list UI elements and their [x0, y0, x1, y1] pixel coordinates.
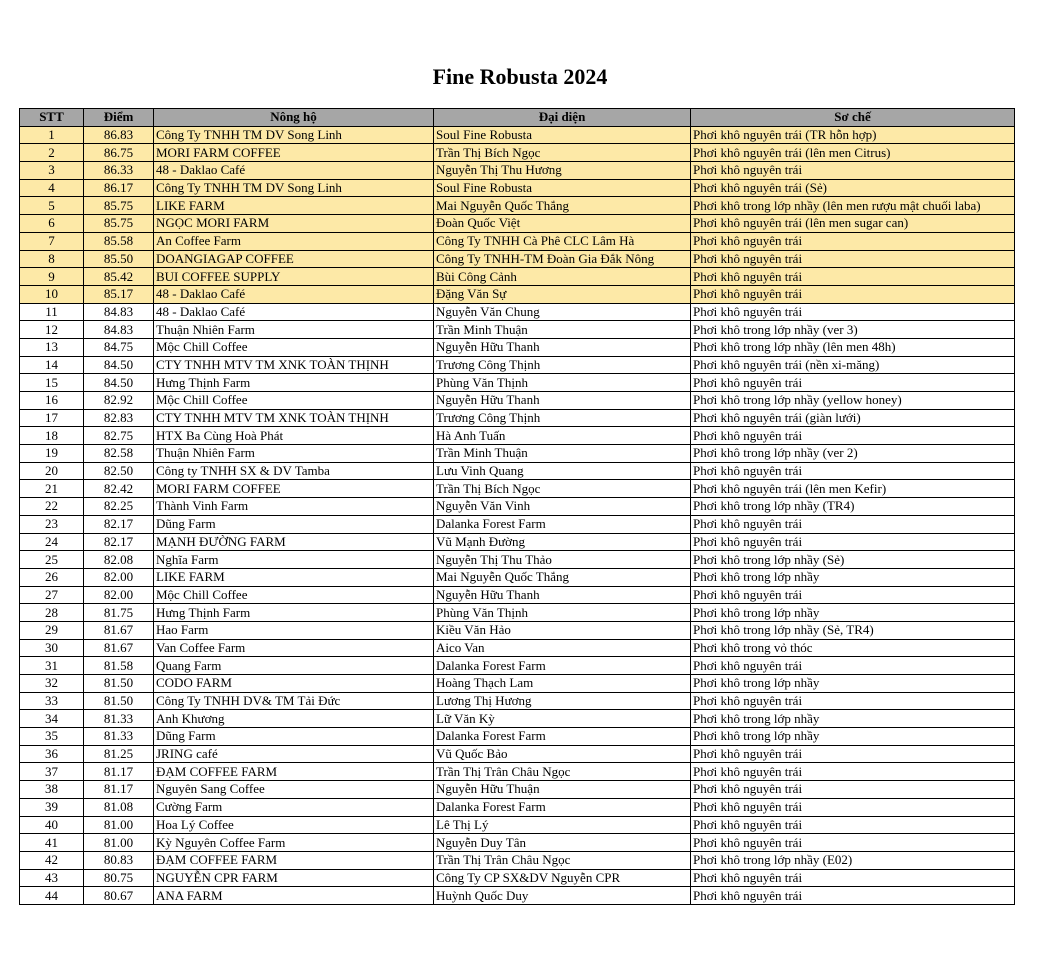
- table-row: [20, 144, 1015, 162]
- cell-score: 81.00: [84, 834, 154, 852]
- cell-farm: Hao Farm: [154, 621, 434, 639]
- table-row: [20, 374, 1015, 392]
- cell-stt: 18: [20, 427, 84, 445]
- cell-representative: Công Ty TNHH Cà Phê CLC Lâm Hà: [434, 232, 691, 250]
- cell-stt: 38: [20, 781, 84, 799]
- cell-stt: 40: [20, 816, 84, 834]
- cell-processing: Phơi khô trong lớp nhầy: [691, 675, 1015, 693]
- cell-farm: JRING café: [154, 745, 434, 763]
- table-row: [20, 834, 1015, 852]
- cell-representative: Đoàn Quốc Việt: [434, 215, 691, 233]
- cell-stt: 28: [20, 604, 84, 622]
- cell-score: 86.33: [84, 162, 154, 180]
- cell-farm: Mộc Chill Coffee: [154, 338, 434, 356]
- page-title: Fine Robusta 2024: [432, 64, 608, 89]
- cell-stt: 44: [20, 887, 84, 905]
- table-row: [20, 268, 1015, 286]
- cell-farm: CTY TNHH MTV TM XNK TOÀN THỊNH: [154, 409, 434, 427]
- table-row: [20, 657, 1015, 675]
- cell-representative: Lữ Văn Kỳ: [434, 710, 691, 728]
- cell-representative: Vũ Quốc Bảo: [434, 745, 691, 763]
- cell-farm: Van Coffee Farm: [154, 639, 434, 657]
- cell-score: 81.50: [84, 675, 154, 693]
- cell-representative: Huỳnh Quốc Duy: [434, 887, 691, 905]
- header-score: Điểm: [84, 109, 154, 127]
- cell-processing: Phơi khô nguyên trái: [691, 462, 1015, 480]
- cell-processing: Phơi khô nguyên trái: [691, 374, 1015, 392]
- header-representative: Đại diện: [434, 109, 691, 127]
- table-row: [20, 604, 1015, 622]
- table-row: [20, 639, 1015, 657]
- cell-representative: Trương Công Thịnh: [434, 409, 691, 427]
- cell-processing: Phơi khô nguyên trái: [691, 250, 1015, 268]
- table-row: [20, 215, 1015, 233]
- table-row: [20, 321, 1015, 339]
- cell-stt: 35: [20, 728, 84, 746]
- cell-representative: Trần Minh Thuận: [434, 445, 691, 463]
- table-row: [20, 338, 1015, 356]
- table-row: [20, 621, 1015, 639]
- cell-representative: Aico Van: [434, 639, 691, 657]
- table-row: [20, 445, 1015, 463]
- cell-stt: 41: [20, 834, 84, 852]
- cell-farm: Mộc Chill Coffee: [154, 392, 434, 410]
- cell-processing: Phơi khô nguyên trái: [691, 268, 1015, 286]
- cell-representative: Dalanka Forest Farm: [434, 728, 691, 746]
- cell-representative: Phùng Văn Thịnh: [434, 604, 691, 622]
- cell-stt: 9: [20, 268, 84, 286]
- header-farm: Nông hộ: [154, 109, 434, 127]
- cell-score: 86.83: [84, 126, 154, 144]
- cell-score: 82.17: [84, 515, 154, 533]
- cell-farm: Thuận Nhiên Farm: [154, 445, 434, 463]
- cell-processing: Phơi khô nguyên trái: [691, 586, 1015, 604]
- cell-representative: Nguyễn Hữu Thanh: [434, 586, 691, 604]
- cell-farm: Thuận Nhiên Farm: [154, 321, 434, 339]
- cell-stt: 10: [20, 285, 84, 303]
- cell-representative: Hà Anh Tuấn: [434, 427, 691, 445]
- cell-processing: Phơi khô trong lớp nhầy: [691, 710, 1015, 728]
- cell-score: 82.00: [84, 568, 154, 586]
- cell-stt: 12: [20, 321, 84, 339]
- cell-score: 81.17: [84, 763, 154, 781]
- cell-score: 82.17: [84, 533, 154, 551]
- cell-representative: Mai Nguyễn Quốc Thắng: [434, 197, 691, 215]
- cell-stt: 24: [20, 533, 84, 551]
- cell-score: 80.67: [84, 887, 154, 905]
- cell-processing: Phơi khô nguyên trái: [691, 745, 1015, 763]
- cell-score: 82.83: [84, 409, 154, 427]
- cell-stt: 29: [20, 621, 84, 639]
- table-row: [20, 568, 1015, 586]
- cell-farm: Thành Vinh Farm: [154, 498, 434, 516]
- cell-processing: Phơi khô nguyên trái: [691, 533, 1015, 551]
- cell-processing: Phơi khô trong lớp nhầy (Sẻ, TR4): [691, 621, 1015, 639]
- cell-score: 85.75: [84, 197, 154, 215]
- cell-farm: Cường Farm: [154, 798, 434, 816]
- cell-farm: BUI COFFEE SUPPLY: [154, 268, 434, 286]
- cell-representative: Trần Minh Thuận: [434, 321, 691, 339]
- cell-stt: 3: [20, 162, 84, 180]
- cell-score: 81.08: [84, 798, 154, 816]
- cell-stt: 2: [20, 144, 84, 162]
- cell-processing: Phơi khô trong lớp nhầy (ver 2): [691, 445, 1015, 463]
- cell-processing: Phơi khô nguyên trái: [691, 692, 1015, 710]
- cell-score: 80.83: [84, 851, 154, 869]
- table-row: [20, 869, 1015, 887]
- cell-farm: Mộc Chill Coffee: [154, 586, 434, 604]
- table-row: [20, 232, 1015, 250]
- cell-farm: LIKE FARM: [154, 568, 434, 586]
- cell-stt: 31: [20, 657, 84, 675]
- cell-processing: Phơi khô nguyên trái: [691, 303, 1015, 321]
- cell-farm: MORI FARM COFFEE: [154, 480, 434, 498]
- cell-processing: Phơi khô trong vỏ thóc: [691, 639, 1015, 657]
- header-stt: STT: [20, 109, 84, 127]
- table-row: [20, 285, 1015, 303]
- cell-processing: Phơi khô trong lớp nhầy (ver 3): [691, 321, 1015, 339]
- cell-processing: Phơi khô nguyên trái: [691, 781, 1015, 799]
- cell-stt: 16: [20, 392, 84, 410]
- table-row: [20, 498, 1015, 516]
- cell-representative: Soul Fine Robusta: [434, 179, 691, 197]
- table-row: [20, 197, 1015, 215]
- cell-processing: Phơi khô trong lớp nhầy: [691, 568, 1015, 586]
- cell-processing: Phơi khô trong lớp nhầy: [691, 604, 1015, 622]
- cell-score: 84.75: [84, 338, 154, 356]
- cell-score: 85.17: [84, 285, 154, 303]
- cell-stt: 25: [20, 551, 84, 569]
- cell-representative: Trần Thị Bích Ngọc: [434, 480, 691, 498]
- cell-farm: 48 - Daklao Café: [154, 162, 434, 180]
- cell-representative: Nguyễn Văn Vinh: [434, 498, 691, 516]
- cell-score: 80.75: [84, 869, 154, 887]
- table-row: [20, 692, 1015, 710]
- table-row: [20, 816, 1015, 834]
- cell-representative: Lưu Vinh Quang: [434, 462, 691, 480]
- cell-representative: Nguyễn Thị Thu Hương: [434, 162, 691, 180]
- cell-farm: Nguyên Sang Coffee: [154, 781, 434, 799]
- table-row: [20, 409, 1015, 427]
- header-processing: Sơ chế: [691, 109, 1015, 127]
- cell-processing: Phơi khô nguyên trái: [691, 427, 1015, 445]
- cell-representative: Lê Thị Lý: [434, 816, 691, 834]
- cell-score: 85.50: [84, 250, 154, 268]
- cell-stt: 27: [20, 586, 84, 604]
- cell-stt: 1: [20, 126, 84, 144]
- cell-farm: Công Ty TNHH TM DV Song Linh: [154, 126, 434, 144]
- cell-representative: Trần Thị Trân Châu Ngọc: [434, 763, 691, 781]
- cell-representative: Trương Công Thịnh: [434, 356, 691, 374]
- cell-representative: Công Ty TNHH-TM Đoàn Gia Đắk Nông: [434, 250, 691, 268]
- table-row: [20, 710, 1015, 728]
- cell-score: 81.67: [84, 639, 154, 657]
- cell-score: 81.33: [84, 710, 154, 728]
- cell-score: 81.50: [84, 692, 154, 710]
- cell-farm: Nghĩa Farm: [154, 551, 434, 569]
- cell-farm: DOANGIAGAP COFFEE: [154, 250, 434, 268]
- cell-score: 84.50: [84, 356, 154, 374]
- cell-stt: 23: [20, 515, 84, 533]
- cell-stt: 15: [20, 374, 84, 392]
- cell-representative: Trần Thị Trân Châu Ngọc: [434, 851, 691, 869]
- cell-processing: Phơi khô trong lớp nhầy (lên men 48h): [691, 338, 1015, 356]
- table-row: [20, 586, 1015, 604]
- cell-stt: 39: [20, 798, 84, 816]
- cell-stt: 13: [20, 338, 84, 356]
- cell-stt: 33: [20, 692, 84, 710]
- cell-score: 86.17: [84, 179, 154, 197]
- table-row: [20, 675, 1015, 693]
- cell-processing: Phơi khô nguyên trái (lên men Citrus): [691, 144, 1015, 162]
- cell-representative: Nguyễn Hữu Thanh: [434, 338, 691, 356]
- cell-farm: An Coffee Farm: [154, 232, 434, 250]
- cell-score: 81.58: [84, 657, 154, 675]
- cell-representative: Đặng Văn Sự: [434, 285, 691, 303]
- cell-representative: Soul Fine Robusta: [434, 126, 691, 144]
- cell-stt: 32: [20, 675, 84, 693]
- cell-score: 85.75: [84, 215, 154, 233]
- table-row: [20, 480, 1015, 498]
- cell-farm: Công Ty TNHH TM DV Song Linh: [154, 179, 434, 197]
- cell-farm: Hưng Thịnh Farm: [154, 374, 434, 392]
- cell-farm: 48 - Daklao Café: [154, 303, 434, 321]
- cell-farm: MORI FARM COFFEE: [154, 144, 434, 162]
- results-table: [19, 108, 1015, 905]
- cell-score: 84.83: [84, 303, 154, 321]
- cell-farm: 48 - Daklao Café: [154, 285, 434, 303]
- table-body: [20, 126, 1015, 904]
- cell-representative: Kiều Văn Hảo: [434, 621, 691, 639]
- cell-processing: Phơi khô trong lớp nhầy (yellow honey): [691, 392, 1015, 410]
- cell-processing: Phơi khô nguyên trái: [691, 285, 1015, 303]
- cell-stt: 21: [20, 480, 84, 498]
- cell-score: 82.75: [84, 427, 154, 445]
- table-row: [20, 162, 1015, 180]
- cell-score: 81.67: [84, 621, 154, 639]
- table-row: [20, 851, 1015, 869]
- cell-stt: 42: [20, 851, 84, 869]
- cell-stt: 30: [20, 639, 84, 657]
- cell-representative: Dalanka Forest Farm: [434, 798, 691, 816]
- cell-representative: Dalanka Forest Farm: [434, 657, 691, 675]
- cell-farm: ANA FARM: [154, 887, 434, 905]
- cell-processing: Phơi khô nguyên trái: [691, 798, 1015, 816]
- cell-score: 81.33: [84, 728, 154, 746]
- cell-stt: 8: [20, 250, 84, 268]
- cell-representative: Phùng Văn Thịnh: [434, 374, 691, 392]
- table-row: [20, 179, 1015, 197]
- cell-score: 81.17: [84, 781, 154, 799]
- cell-score: 86.75: [84, 144, 154, 162]
- cell-score: 84.83: [84, 321, 154, 339]
- cell-processing: Phơi khô nguyên trái (nền xi-măng): [691, 356, 1015, 374]
- cell-score: 81.75: [84, 604, 154, 622]
- cell-farm: Hưng Thịnh Farm: [154, 604, 434, 622]
- cell-stt: 6: [20, 215, 84, 233]
- table-row: [20, 533, 1015, 551]
- cell-farm: LIKE FARM: [154, 197, 434, 215]
- cell-stt: 36: [20, 745, 84, 763]
- cell-processing: Phơi khô nguyên trái (Sẻ): [691, 179, 1015, 197]
- cell-stt: 7: [20, 232, 84, 250]
- cell-farm: Dũng Farm: [154, 515, 434, 533]
- cell-processing: Phơi khô nguyên trái (TR hỗn hợp): [691, 126, 1015, 144]
- table-row: [20, 728, 1015, 746]
- cell-score: 82.00: [84, 586, 154, 604]
- cell-representative: Trần Thị Bích Ngọc: [434, 144, 691, 162]
- cell-stt: 4: [20, 179, 84, 197]
- table-row: [20, 250, 1015, 268]
- cell-stt: 11: [20, 303, 84, 321]
- cell-score: 82.58: [84, 445, 154, 463]
- cell-farm: HTX Ba Cùng Hoà Phát: [154, 427, 434, 445]
- cell-processing: Phơi khô nguyên trái: [691, 763, 1015, 781]
- cell-score: 85.42: [84, 268, 154, 286]
- cell-representative: Vũ Mạnh Đường: [434, 533, 691, 551]
- cell-stt: 34: [20, 710, 84, 728]
- cell-processing: Phơi khô nguyên trái: [691, 869, 1015, 887]
- cell-processing: Phơi khô nguyên trái (lên men sugar can): [691, 215, 1015, 233]
- header-row: [20, 109, 1015, 127]
- table-row: [20, 551, 1015, 569]
- cell-farm: ĐẠM COFFEE FARM: [154, 851, 434, 869]
- cell-stt: 17: [20, 409, 84, 427]
- cell-farm: CTY TNHH MTV TM XNK TOÀN THỊNH: [154, 356, 434, 374]
- table-row: [20, 798, 1015, 816]
- cell-farm: Công Ty TNHH DV& TM Tải Đức: [154, 692, 434, 710]
- table-row: [20, 462, 1015, 480]
- cell-score: 82.42: [84, 480, 154, 498]
- cell-farm: ĐẠM COFFEE FARM: [154, 763, 434, 781]
- cell-processing: Phơi khô trong lớp nhầy: [691, 728, 1015, 746]
- cell-processing: Phơi khô nguyên trái: [691, 887, 1015, 905]
- cell-score: 84.50: [84, 374, 154, 392]
- cell-farm: Hoa Lý Coffee: [154, 816, 434, 834]
- table-row: [20, 303, 1015, 321]
- cell-representative: Công Ty CP SX&DV Nguyễn CPR: [434, 869, 691, 887]
- table-row: [20, 887, 1015, 905]
- cell-score: 82.08: [84, 551, 154, 569]
- cell-representative: Lương Thị Hương: [434, 692, 691, 710]
- cell-score: 82.92: [84, 392, 154, 410]
- cell-representative: Nguyễn Hữu Thanh: [434, 392, 691, 410]
- table-row: [20, 745, 1015, 763]
- cell-processing: Phơi khô nguyên trái: [691, 834, 1015, 852]
- cell-processing: Phơi khô trong lớp nhầy (E02): [691, 851, 1015, 869]
- table-row: [20, 126, 1015, 144]
- table-row: [20, 392, 1015, 410]
- cell-representative: Nguyễn Hữu Thuận: [434, 781, 691, 799]
- cell-farm: Công ty TNHH SX & DV Tamba: [154, 462, 434, 480]
- cell-representative: Mai Nguyễn Quốc Thắng: [434, 568, 691, 586]
- cell-processing: Phơi khô trong lớp nhầy (lên men rượu mật chuối laba): [691, 197, 1015, 215]
- table-row: [20, 781, 1015, 799]
- cell-processing: Phơi khô nguyên trái: [691, 657, 1015, 675]
- table-row: [20, 515, 1015, 533]
- cell-processing: Phơi khô trong lớp nhầy (Sẻ): [691, 551, 1015, 569]
- table-row: [20, 763, 1015, 781]
- cell-stt: 37: [20, 763, 84, 781]
- cell-farm: Dũng Farm: [154, 728, 434, 746]
- cell-score: 81.00: [84, 816, 154, 834]
- cell-processing: Phơi khô nguyên trái: [691, 816, 1015, 834]
- cell-representative: Hoàng Thạch Lam: [434, 675, 691, 693]
- cell-score: 82.50: [84, 462, 154, 480]
- cell-score: 81.25: [84, 745, 154, 763]
- cell-farm: MẠNH ĐƯỜNG FARM: [154, 533, 434, 551]
- cell-score: 82.25: [84, 498, 154, 516]
- cell-processing: Phơi khô nguyên trái (giàn lưới): [691, 409, 1015, 427]
- cell-farm: Anh Khương: [154, 710, 434, 728]
- cell-stt: 5: [20, 197, 84, 215]
- cell-stt: 20: [20, 462, 84, 480]
- cell-representative: Dalanka Forest Farm: [434, 515, 691, 533]
- cell-stt: 19: [20, 445, 84, 463]
- cell-stt: 26: [20, 568, 84, 586]
- cell-processing: Phơi khô nguyên trái: [691, 162, 1015, 180]
- cell-farm: Quang Farm: [154, 657, 434, 675]
- cell-representative: Nguyễn Văn Chung: [434, 303, 691, 321]
- cell-stt: 43: [20, 869, 84, 887]
- table-row: [20, 427, 1015, 445]
- cell-processing: Phơi khô trong lớp nhầy (TR4): [691, 498, 1015, 516]
- cell-farm: CODO FARM: [154, 675, 434, 693]
- cell-representative: Bùi Công Cảnh: [434, 268, 691, 286]
- cell-stt: 14: [20, 356, 84, 374]
- cell-processing: Phơi khô nguyên trái (lên men Kefir): [691, 480, 1015, 498]
- cell-stt: 22: [20, 498, 84, 516]
- cell-representative: Nguyễn Duy Tân: [434, 834, 691, 852]
- cell-farm: NGỌC MORI FARM: [154, 215, 434, 233]
- cell-farm: NGUYỄN CPR FARM: [154, 869, 434, 887]
- cell-processing: Phơi khô nguyên trái: [691, 515, 1015, 533]
- table-row: [20, 356, 1015, 374]
- cell-farm: Kỳ Nguyên Coffee Farm: [154, 834, 434, 852]
- cell-processing: Phơi khô nguyên trái: [691, 232, 1015, 250]
- cell-representative: Nguyễn Thị Thu Thảo: [434, 551, 691, 569]
- cell-score: 85.58: [84, 232, 154, 250]
